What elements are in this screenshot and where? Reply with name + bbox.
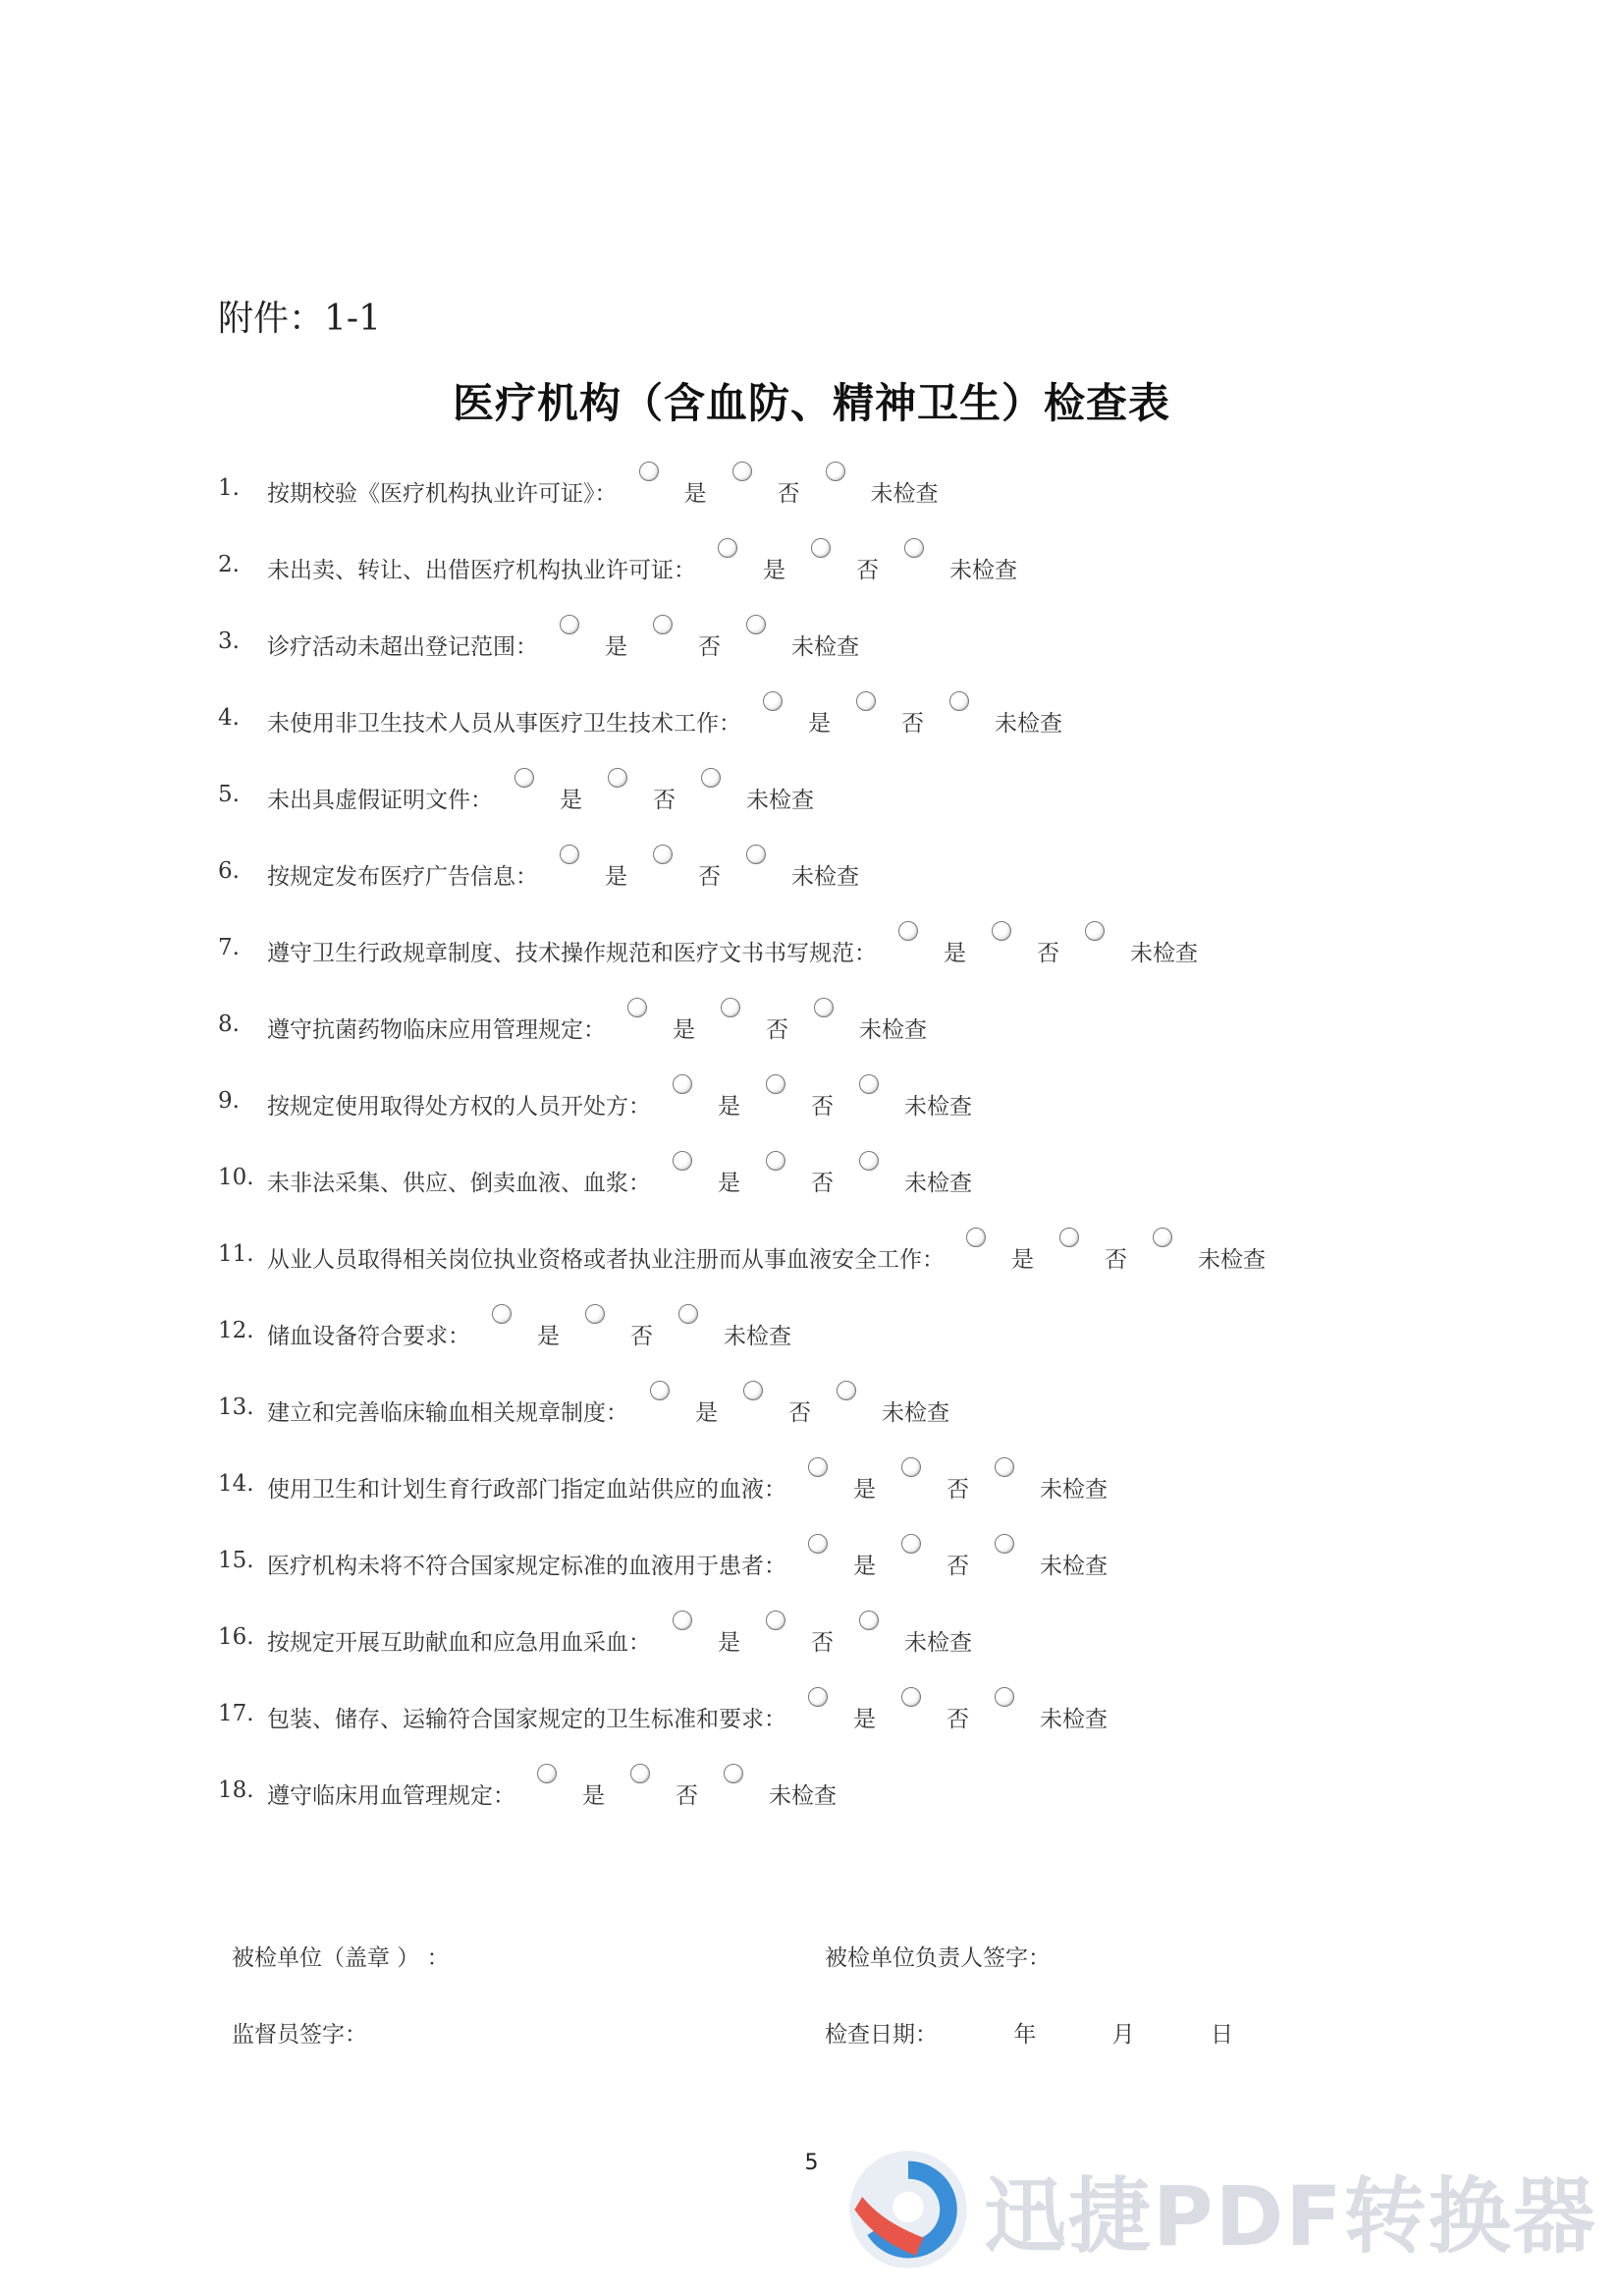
option-no[interactable] xyxy=(608,768,701,814)
option-no[interactable] xyxy=(766,1611,859,1657)
item-number: 6. xyxy=(218,858,240,884)
option-yes[interactable] xyxy=(627,998,721,1044)
radio-button-unchecked[interactable] xyxy=(1085,921,1105,941)
checklist-item xyxy=(218,462,964,507)
radio-button-no[interactable] xyxy=(766,1151,785,1171)
option-label-unchecked: 未检查 xyxy=(791,634,859,660)
radio-button-no[interactable] xyxy=(1059,1228,1079,1247)
radio-button-unchecked[interactable] xyxy=(678,1304,698,1324)
radio-button-yes[interactable] xyxy=(650,1381,670,1400)
option-no[interactable] xyxy=(766,1074,859,1121)
option-label-no: 否 xyxy=(947,1707,969,1732)
radio-button-no[interactable] xyxy=(732,462,752,481)
radio-button-unchecked[interactable] xyxy=(859,1611,879,1630)
option-label-unchecked: 未检查 xyxy=(1198,1247,1266,1273)
option-label-yes: 是 xyxy=(582,1783,605,1809)
page-title: 医疗机构（含血防、精神卫生）检查表 xyxy=(452,379,1170,427)
option-group xyxy=(560,845,885,891)
checklist-item xyxy=(218,1534,1133,1579)
radio-button-unchecked[interactable] xyxy=(814,998,834,1017)
radio-button-yes[interactable] xyxy=(560,615,579,634)
inspector-sign-label: 监督员签字： xyxy=(232,2022,367,2048)
radio-button-yes[interactable] xyxy=(808,1534,828,1554)
option-label-yes: 是 xyxy=(718,1630,740,1656)
option-label-yes: 是 xyxy=(808,711,831,737)
option-no[interactable] xyxy=(856,691,949,738)
option-group xyxy=(560,615,885,661)
option-no[interactable] xyxy=(992,921,1085,967)
item-text: 储血设备符合要求： xyxy=(267,1324,470,1349)
checklist-item xyxy=(218,1074,998,1120)
checklist-item xyxy=(218,691,1088,737)
attachment-label: 附件：1-1 xyxy=(218,299,381,339)
radio-button-no[interactable] xyxy=(766,1074,785,1094)
option-label-no: 否 xyxy=(856,558,879,583)
radio-button-no[interactable] xyxy=(743,1381,763,1400)
option-group xyxy=(639,462,964,508)
item-number: 15. xyxy=(218,1548,254,1573)
radio-button-no[interactable] xyxy=(992,921,1011,941)
radio-button-yes[interactable] xyxy=(673,1611,692,1630)
option-label-no: 否 xyxy=(777,481,800,507)
option-group xyxy=(808,1457,1133,1503)
option-label-yes: 是 xyxy=(1011,1247,1034,1273)
item-number: 10. xyxy=(218,1165,254,1190)
checklist-item xyxy=(218,1611,998,1656)
option-label-unchecked: 未检查 xyxy=(904,1630,972,1656)
option-yes[interactable] xyxy=(763,691,856,738)
option-label-unchecked: 未检查 xyxy=(870,481,939,507)
checklist-item xyxy=(218,615,885,660)
item-number: 2. xyxy=(218,552,240,577)
option-label-no: 否 xyxy=(811,1171,834,1196)
option-yes[interactable] xyxy=(673,1074,766,1121)
radio-button-unchecked[interactable] xyxy=(904,538,924,558)
option-label-yes: 是 xyxy=(944,941,966,966)
option-label-yes: 是 xyxy=(605,634,627,660)
option-label-no: 否 xyxy=(653,788,676,813)
item-number: 9. xyxy=(218,1088,240,1114)
option-label-unchecked: 未检查 xyxy=(904,1094,972,1120)
option-unchecked[interactable] xyxy=(837,1381,975,1427)
option-no[interactable] xyxy=(585,1304,678,1350)
option-no[interactable] xyxy=(743,1381,837,1427)
option-unchecked[interactable] xyxy=(1085,921,1223,967)
check-date-label: 检查日期： xyxy=(825,2022,938,2048)
option-yes[interactable] xyxy=(514,768,608,814)
radio-button-no[interactable] xyxy=(901,1534,921,1554)
radio-button-no[interactable] xyxy=(630,1764,650,1783)
radio-button-yes[interactable] xyxy=(808,1457,828,1477)
item-number: 17. xyxy=(218,1701,254,1726)
option-label-no: 否 xyxy=(766,1017,788,1043)
option-yes[interactable] xyxy=(808,1457,901,1503)
option-label-no: 否 xyxy=(1037,941,1059,966)
option-label-yes: 是 xyxy=(537,1324,560,1349)
checklist-item xyxy=(218,998,952,1043)
option-no[interactable] xyxy=(901,1687,995,1733)
item-number: 3. xyxy=(218,629,240,654)
item-text: 遵守卫生行政规章制度、技术操作规范和医疗文书书写规范： xyxy=(267,941,877,966)
radio-button-unchecked[interactable] xyxy=(724,1764,743,1783)
item-number: 13. xyxy=(218,1394,254,1420)
radio-button-yes[interactable] xyxy=(898,921,918,941)
option-label-no: 否 xyxy=(630,1324,653,1349)
radio-button-unchecked[interactable] xyxy=(746,845,766,864)
option-no[interactable] xyxy=(732,462,826,508)
option-yes[interactable] xyxy=(560,615,653,661)
radio-button-yes[interactable] xyxy=(808,1687,828,1707)
unit-seal-label: 被检单位（盖章 ） ： xyxy=(232,1945,450,1971)
option-group xyxy=(673,1151,998,1197)
item-text: 遵守临床用血管理规定： xyxy=(267,1783,515,1809)
checklist-item xyxy=(218,1764,862,1809)
option-label-unchecked: 未检查 xyxy=(904,1171,972,1196)
radio-button-unchecked[interactable] xyxy=(746,615,766,634)
radio-button-yes[interactable] xyxy=(492,1304,512,1324)
item-number: 14. xyxy=(218,1471,254,1497)
item-text: 包装、储存、运输符合国家规定的卫生标准和要求： xyxy=(267,1707,786,1732)
option-label-yes: 是 xyxy=(605,864,627,890)
option-yes[interactable] xyxy=(560,845,653,891)
option-label-unchecked: 未检查 xyxy=(949,558,1017,583)
option-yes[interactable] xyxy=(492,1304,585,1350)
option-no[interactable] xyxy=(901,1457,995,1503)
item-number: 5. xyxy=(218,782,240,807)
option-label-yes: 是 xyxy=(763,558,785,583)
option-group xyxy=(673,1611,998,1657)
option-unchecked[interactable] xyxy=(746,615,885,661)
watermark xyxy=(844,2141,1610,2278)
option-no[interactable] xyxy=(901,1534,995,1580)
option-label-yes: 是 xyxy=(683,481,707,507)
option-no[interactable] xyxy=(653,615,746,661)
option-yes[interactable] xyxy=(718,538,811,584)
option-unchecked[interactable] xyxy=(814,998,952,1044)
radio-button-yes[interactable] xyxy=(966,1228,986,1247)
option-no[interactable] xyxy=(811,538,904,584)
option-label-unchecked: 未检查 xyxy=(859,1017,927,1043)
radio-button-unchecked[interactable] xyxy=(826,462,845,481)
option-label-no: 否 xyxy=(901,711,924,737)
year-label: 年 xyxy=(1013,2022,1037,2048)
radio-button-no[interactable] xyxy=(653,615,673,634)
option-label-yes: 是 xyxy=(673,1017,695,1043)
item-text: 按规定使用取得处方权的人员开处方： xyxy=(267,1094,651,1120)
option-group xyxy=(808,1534,1133,1580)
radio-button-unchecked[interactable] xyxy=(995,1534,1014,1554)
item-number: 8. xyxy=(218,1011,240,1037)
checklist-item xyxy=(218,1228,1291,1273)
radio-button-unchecked[interactable] xyxy=(1153,1228,1172,1247)
option-group xyxy=(537,1764,862,1810)
option-label-yes: 是 xyxy=(560,788,582,813)
radio-button-no[interactable] xyxy=(856,691,876,711)
radio-button-no[interactable] xyxy=(901,1687,921,1707)
radio-button-yes[interactable] xyxy=(718,538,737,558)
item-text: 医疗机构未将不符合国家规定标准的血液用于患者： xyxy=(267,1554,786,1579)
radio-button-yes[interactable] xyxy=(763,691,783,711)
radio-button-yes[interactable] xyxy=(514,768,534,788)
option-label-unchecked: 未检查 xyxy=(769,1783,837,1809)
option-unchecked[interactable] xyxy=(859,1074,998,1121)
item-number: 4. xyxy=(218,705,240,731)
radio-button-unchecked[interactable] xyxy=(837,1381,856,1400)
option-no[interactable] xyxy=(766,1151,859,1197)
option-unchecked[interactable] xyxy=(826,462,964,508)
option-group xyxy=(763,691,1088,738)
option-unchecked[interactable] xyxy=(678,1304,817,1350)
radio-button-no[interactable] xyxy=(766,1611,785,1630)
item-text: 遵守抗菌药物临床应用管理规定： xyxy=(267,1017,606,1043)
item-text: 未出卖、转让、出借医疗机构执业许可证： xyxy=(267,558,696,583)
item-text: 按规定发布医疗广告信息： xyxy=(267,864,538,890)
option-group xyxy=(898,921,1223,967)
radio-button-yes[interactable] xyxy=(673,1074,692,1094)
checklist-item xyxy=(218,1687,1133,1732)
option-unchecked[interactable] xyxy=(995,1687,1133,1733)
item-text: 建立和完善临床输血相关规章制度： xyxy=(267,1400,628,1426)
radio-button-unchecked[interactable] xyxy=(995,1457,1014,1477)
option-label-unchecked: 未检查 xyxy=(746,788,814,813)
option-label-no: 否 xyxy=(811,1630,834,1656)
option-label-unchecked: 未检查 xyxy=(882,1400,949,1426)
option-no[interactable] xyxy=(721,998,814,1044)
item-number: 12. xyxy=(218,1318,254,1343)
option-group xyxy=(673,1074,998,1121)
item-text: 从业人员取得相关岗位执业资格或者执业注册而从事血液安全工作： xyxy=(267,1247,945,1273)
option-label-no: 否 xyxy=(698,864,721,890)
option-yes[interactable] xyxy=(898,921,992,967)
option-group xyxy=(650,1381,975,1427)
checklist-item xyxy=(218,1151,998,1196)
checklist-item xyxy=(218,1381,975,1426)
checklist-item xyxy=(218,845,885,890)
radio-button-yes[interactable] xyxy=(537,1764,557,1783)
radio-button-no[interactable] xyxy=(811,538,831,558)
option-unchecked[interactable] xyxy=(949,691,1088,738)
option-yes[interactable] xyxy=(673,1611,766,1657)
checklist-item xyxy=(218,538,1043,583)
option-label-yes: 是 xyxy=(695,1400,718,1426)
radio-button-unchecked[interactable] xyxy=(859,1151,879,1171)
item-text: 使用卫生和计划生育行政部门指定血站供应的血液： xyxy=(267,1477,786,1503)
option-label-unchecked: 未检查 xyxy=(1130,941,1198,966)
option-label-unchecked: 未检查 xyxy=(995,711,1062,737)
option-unchecked[interactable] xyxy=(995,1457,1133,1503)
checklist-item xyxy=(218,1457,1133,1503)
option-yes[interactable] xyxy=(808,1534,901,1580)
item-number: 11. xyxy=(218,1241,254,1267)
radio-button-unchecked[interactable] xyxy=(701,768,721,788)
option-yes[interactable] xyxy=(639,462,732,508)
option-yes[interactable] xyxy=(650,1381,743,1427)
radio-button-no[interactable] xyxy=(585,1304,605,1324)
radio-button-no[interactable] xyxy=(608,768,627,788)
option-group xyxy=(966,1228,1291,1274)
check-date-row xyxy=(825,2016,1233,2049)
checklist-item xyxy=(218,768,839,813)
radio-button-yes[interactable] xyxy=(627,998,647,1017)
option-label-yes: 是 xyxy=(853,1477,876,1503)
option-yes[interactable] xyxy=(808,1687,901,1733)
option-unchecked[interactable] xyxy=(904,538,1043,584)
option-unchecked[interactable] xyxy=(1153,1228,1291,1274)
item-text: 未出具虚假证明文件： xyxy=(267,788,493,813)
option-label-no: 否 xyxy=(676,1783,698,1809)
option-label-unchecked: 未检查 xyxy=(791,864,859,890)
option-label-no: 否 xyxy=(698,634,721,660)
option-label-yes: 是 xyxy=(718,1094,740,1120)
checklist-item xyxy=(218,921,1223,966)
unit-head-sign-label: 被检单位负责人签字： xyxy=(825,1945,1051,1971)
option-no[interactable] xyxy=(653,845,746,891)
radio-button-unchecked[interactable] xyxy=(995,1687,1014,1707)
option-unchecked[interactable] xyxy=(746,845,885,891)
radio-button-yes[interactable] xyxy=(673,1151,692,1171)
option-group xyxy=(514,768,839,814)
item-text: 按期校验《医疗机构执业许可证》： xyxy=(267,481,618,507)
option-unchecked[interactable] xyxy=(724,1764,862,1810)
radio-button-no[interactable] xyxy=(901,1457,921,1477)
radio-button-yes[interactable] xyxy=(639,462,659,481)
item-number: 18. xyxy=(218,1777,254,1803)
month-label: 月 xyxy=(1111,2022,1135,2048)
converter-logo-icon xyxy=(844,2146,972,2273)
option-unchecked[interactable] xyxy=(701,768,839,814)
item-text: 按规定开展互助献血和应急用血采血： xyxy=(267,1630,651,1656)
option-yes[interactable] xyxy=(537,1764,630,1810)
option-label-no: 否 xyxy=(947,1477,969,1503)
radio-button-unchecked[interactable] xyxy=(949,691,969,711)
radio-button-unchecked[interactable] xyxy=(859,1074,879,1094)
option-no[interactable] xyxy=(1059,1228,1153,1274)
option-label-no: 否 xyxy=(788,1400,811,1426)
option-label-no: 否 xyxy=(1105,1247,1127,1273)
item-number: 1. xyxy=(218,475,240,501)
watermark-text: 迅捷PDF转换器 xyxy=(984,2167,1597,2265)
option-label-unchecked: 未检查 xyxy=(1040,1707,1108,1732)
option-unchecked[interactable] xyxy=(859,1151,998,1197)
day-label: 日 xyxy=(1210,2022,1233,2048)
radio-button-yes[interactable] xyxy=(560,845,579,864)
option-label-yes: 是 xyxy=(853,1707,876,1732)
option-label-yes: 是 xyxy=(853,1554,876,1579)
option-unchecked[interactable] xyxy=(995,1534,1133,1580)
page-number: 5 xyxy=(804,2151,819,2175)
option-unchecked[interactable] xyxy=(859,1611,998,1657)
option-yes[interactable] xyxy=(673,1151,766,1197)
option-label-yes: 是 xyxy=(718,1171,740,1196)
item-number: 7. xyxy=(218,935,240,960)
option-group xyxy=(718,538,1043,584)
option-group xyxy=(627,998,952,1044)
option-label-unchecked: 未检查 xyxy=(1040,1477,1108,1503)
option-group xyxy=(808,1687,1133,1733)
radio-button-no[interactable] xyxy=(721,998,740,1017)
option-no[interactable] xyxy=(630,1764,724,1810)
item-text: 未使用非卫生技术人员从事医疗卫生技术工作： xyxy=(267,711,741,737)
item-text: 诊疗活动未超出登记范围： xyxy=(267,634,538,660)
option-label-no: 否 xyxy=(811,1094,834,1120)
option-label-no: 否 xyxy=(947,1554,969,1579)
checklist-item xyxy=(218,1304,817,1349)
item-text: 未非法采集、供应、倒卖血液、血浆： xyxy=(267,1171,651,1196)
radio-button-no[interactable] xyxy=(653,845,673,864)
option-label-unchecked: 未检查 xyxy=(724,1324,791,1349)
option-group xyxy=(492,1304,817,1350)
option-yes[interactable] xyxy=(966,1228,1059,1274)
item-number: 16. xyxy=(218,1624,254,1650)
option-label-unchecked: 未检查 xyxy=(1040,1554,1108,1579)
